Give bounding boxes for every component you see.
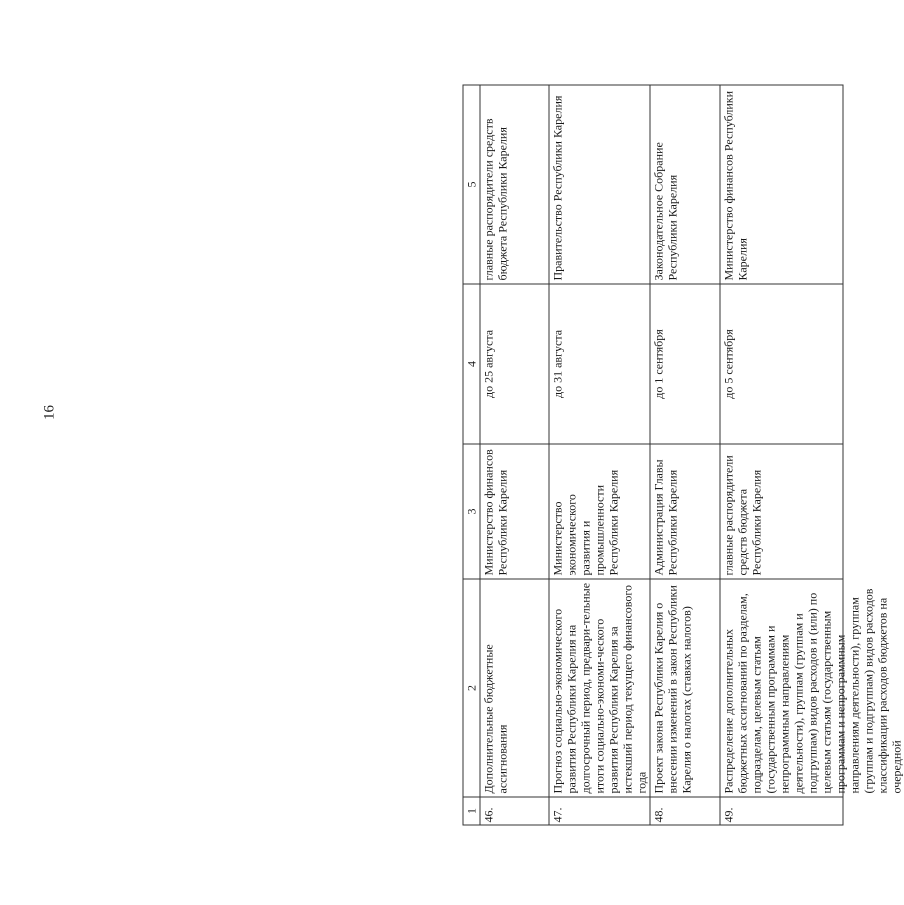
row-recipient: Министерство финансов Республики Карелия	[720, 85, 843, 284]
column-header: 2	[463, 579, 480, 797]
row-number: 47.	[549, 797, 650, 825]
row-responsible: Министерство экономического развития и промышленности Республики Карелия	[549, 444, 650, 579]
column-header: 1	[463, 797, 480, 825]
row-deadline: до 25 августа	[480, 284, 549, 444]
row-number: 49.	[720, 797, 843, 825]
row-responsible: главные распорядители средств бюджета Республики Карелия	[720, 444, 843, 579]
row-responsible: Министерство финансов Республики Карелия	[480, 444, 549, 579]
row-deadline: до 31 августа	[549, 284, 650, 444]
table-row	[549, 85, 650, 825]
row-description: Прогноз социально-экономического развития Республики Карелия на долгосрочный период, предвари-тельные итоги социально-экономи-ческого развития Республики Карелия за истекший период текущего финансового года	[549, 579, 650, 797]
row-deadline: до 5 сентября	[720, 284, 843, 444]
row-recipient: главные распорядители средств бюджета Республики Карелия	[480, 85, 549, 284]
table-row	[480, 85, 549, 825]
table-row	[720, 85, 843, 825]
column-header: 3	[463, 444, 480, 579]
page-number: 16	[41, 405, 58, 420]
row-recipient: Правительство Республики Карелия	[549, 85, 650, 284]
row-recipient: Законодательное Собрание Республики Карелия	[650, 85, 720, 284]
row-deadline: до 1 сентября	[650, 284, 720, 444]
column-header: 4	[463, 284, 480, 444]
table-row	[650, 85, 720, 825]
row-description: Дополнительные бюджетные ассигнования	[480, 579, 549, 797]
row-description-text: Распределение дополнительных бюджетных ассигнований по разделам, подразделам, целевым статьям (государственным программам и непрограммным направлениям деятельности), группам (группам и подгруппам) видов расходов и (или) по целевым статьям (государственным программам и непрограммным направлениям деятельности), группам (группам и подгруппам) видов расходов классификации расходов бюджетов на очередной	[721, 588, 904, 794]
row-number: 48.	[650, 797, 720, 825]
table-header-row	[463, 85, 480, 825]
schedule-table-wrap	[463, 86, 904, 826]
row-description: Проект закона Республики Карелия о внесении изменений в закон Республики Карелия о налогах (ставках налогов)	[650, 579, 720, 797]
schedule-table	[463, 85, 904, 826]
column-header: 5	[463, 85, 480, 284]
row-number: 46.	[480, 797, 549, 825]
row-description	[720, 579, 904, 797]
row-responsible: Администрация Главы Республики Карелия	[650, 444, 720, 579]
